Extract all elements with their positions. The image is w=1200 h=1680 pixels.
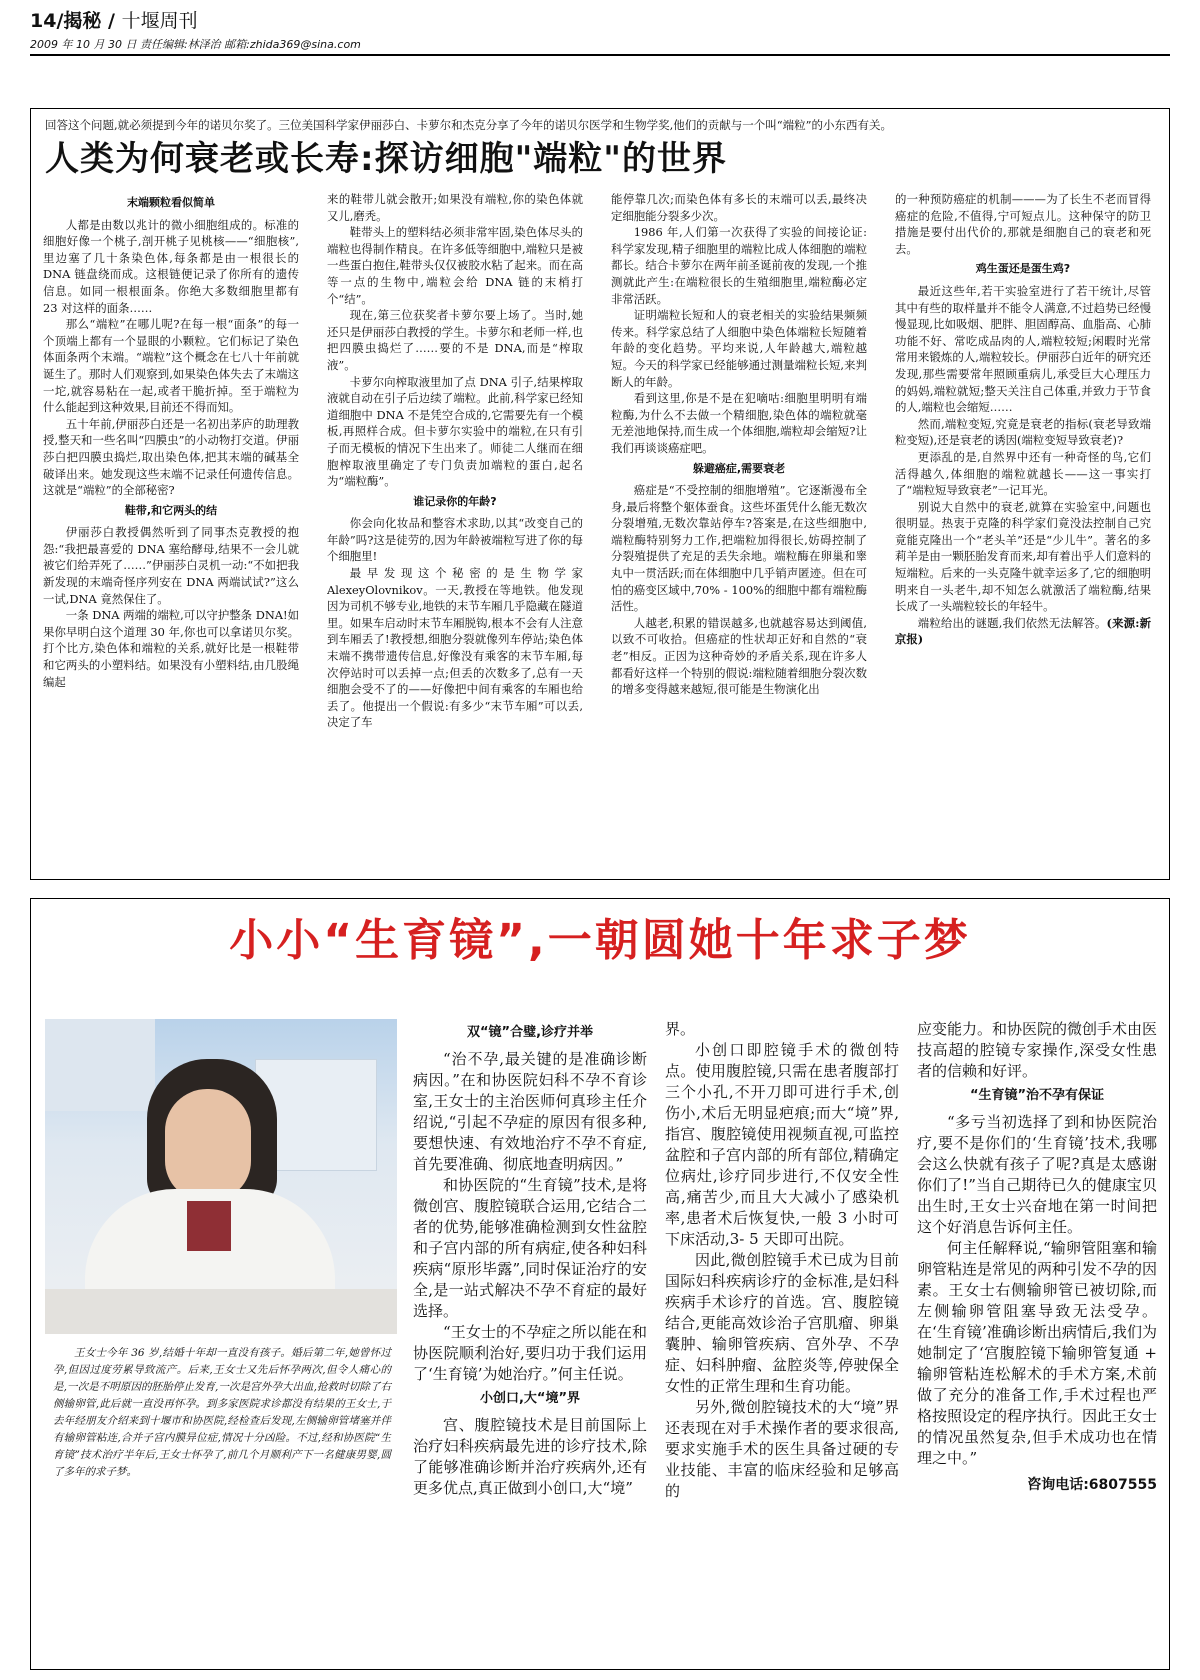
paragraph: 伊丽莎白教授偶然听到了同事杰克教授的抱怨:“我把最喜爱的 DNA 塞给酵母,结果不一会儿就被它们给弄死了……”伊丽莎白灵机一动:“不如把我新发现的末端奇怪序列安在 DNA 两端试试?”这么一试,DNA 竟然保住了。 [43, 525, 299, 606]
publication-name: 十堰周刊 [121, 10, 198, 32]
paragraph: 癌症是“不受控制的细胞增殖”。它逐渐漫布全身,最后将整个躯体蚕食。这些坏蛋凭什么能无数次分裂增殖,无数次靠站停车?答案是,在这些细胞中,端粒酶特别努力工作,把端粒加得很长,妨碍控制了分裂殖提供了充足的丢失余地。端粒酶在卵巢和睾丸中一贯活跃;而在体细胞中几乎销声匿迹。但在可怕的癌变区域中,70% - 100%的细胞中都有端粒酶活性。 [611, 483, 867, 614]
closing-text: 端粒给出的谜题,我们依然无法解答。 [917, 615, 1107, 630]
column-3 [611, 191, 867, 876]
paragraph: 另外,微创腔镜技术的大“境”界还表现在对手术操作者的要求很高,要求实施手术的医生具备过硬的专业技能、丰富的临床经验和足够高的 [665, 1398, 899, 1500]
paragraph: 鞋带头上的塑料结必须非常牢固,染色体尽头的端粒也得制作精良。在许多低等细胞中,端粒只是被一些蛋白抱住,鞋带头仅仅被胶水粘了起来。而在高等一点的生物中,端粒会给 DNA 链的末梢打个“结”。 [327, 225, 583, 306]
paragraph: “王女士的不孕症之所以能在和协医院顺利治好,要归功于我们运用了‘生育镜’为她治疗。”何主任说。 [413, 1323, 647, 1383]
masthead [30, 6, 1170, 54]
masthead-rule [30, 54, 1170, 56]
article-headline: 人类为何衰老或长寿:探访细胞"端粒"的世界 [45, 139, 728, 179]
consult-phone: 咨询电话:6807555 [1027, 1477, 1157, 1493]
paragraph: 更添乱的是,自然界中还有一种奇怪的鸟,它们活得越久,体细胞的端粒就越长——这一事实打了“端粒短导致衰老”一记耳光。 [895, 449, 1151, 498]
caption-text: 王女士今年 36 岁,结婚十年却一直没有孩子。婚后第二年,她曾怀过孕,但因过度劳累导致流产。后来,王女士又先后怀孕两次,但令人痛心的是,一次是不明原因的胚胎停止发育,一次是宫外孕大出血,抢救时切除了右侧输卵管,此后就一直没再怀孕。到多家医院求诊都没有结果的王女士,于去年经朋友介绍来到十堰市和协医院,经检查后发现,左侧输卵管堵塞并伴有输卵管粘连,合并子宫内膜异位症,情况十分凶险。不过,经和协医院“生育镜”技术治疗半年后,王女士怀孕了,前几个月顺利产下一名健康男婴,圆了多年的求子梦。 [53, 1347, 391, 1478]
paragraph: 界。 [665, 1020, 696, 1038]
page-number: 14/ [30, 10, 64, 32]
column-a [413, 1019, 647, 1667]
paragraph: 现在,第三位获奖者卡萝尔要上场了。当时,她还只是伊丽莎白教授的学生。卡萝尔和老师一样,也把四膜虫捣烂了……要的不是 DNA,而是“榨取液”。 [327, 308, 583, 372]
photo-subject-collar [187, 1201, 231, 1251]
subheading: 双“镜”合璧,诊疗并举 [466, 1025, 594, 1040]
masthead-separator: / [101, 10, 122, 32]
photo-subject-face [165, 1089, 251, 1201]
paragraph: “治不孕,最关键的是准确诊断病因。”在和协医院妇科不孕不育诊室,王女士的主治医师何真珍主任介绍说,“引起不孕症的原因有很多种,要想快速、有效地治疗不孕不育症,首先要准确、彻底地查明病因。” [413, 1050, 647, 1173]
column-2 [327, 191, 583, 876]
subheading: 鞋带,和它两头的结 [124, 503, 218, 517]
article-source: (来源:新京报) [895, 615, 1151, 647]
subheading: 鸡生蛋还是蛋生鸡? [975, 262, 1071, 276]
paragraph: 然而,端粒变短,究竟是衰老的指标(衰老导致端粒变短),还是衰老的诱因(端粒变短导致衰老)? [895, 416, 1151, 448]
paragraph: 的一种预防癌症的机制———为了长生不老而冒得癌症的危险,不值得,宁可短点儿。这种保守的防卫措施是要付出代价的,那就是细胞自己的衰老和死去。 [895, 192, 1151, 256]
paragraph: 宫、腹腔镜技术是目前国际上治疗妇科疾病最先进的诊疗技术,除了能够准确诊断并治疗疾病外,还有更多优点,真正做到小创口,大“境” [413, 1416, 647, 1497]
section-name: 揭秘 [63, 10, 102, 32]
column-b [665, 1019, 899, 1667]
paragraph: 和协医院的“生育镜”技术,是将微创宫、腹腔镜联合运用,它结合二者的优势,能够准确检测到女性盆腔和子宫内部的所有病症,使各种妇科疾病“原形毕露”,同时保证治疗的安全,是一站式解决不孕不育症的最好选择。 [413, 1176, 647, 1320]
article-fertility [30, 898, 1170, 1670]
paragraph: 人越老,积累的错误越多,也就越容易达到阈值,以致不可收拾。但癌症的性状却正好和自然的“衰老”相反。正因为这种奇妙的矛盾关系,现在许多人都看好这样一个特别的假说:端粒随着细胞分裂次数的增多变得越来越短,很可能是生物演化出 [611, 615, 867, 697]
paragraph: 因此,微创腔镜手术已成为目前国际妇科疾病诊疗的金标准,是妇科疾病手术诊疗的首选。宫、腹腔镜结合,更能高效诊治子宫肌瘤、卵巢囊肿、输卵管疾病、宫外孕、不孕症、妇科肿瘤、盆腔炎等,停驶保全女性的正常生理和生育功能。 [665, 1251, 899, 1395]
paragraph: “多亏当初选择了到和协医院治疗,要不是你们的‘生育镜’技术,我哪会这么快就有孩子了呢?真是太感谢你们了!”当自己期待已久的健康宝贝出生时,王女士兴奋地在第一时间把这个好消息告诉何主任。 [917, 1113, 1157, 1236]
article-body [43, 191, 1159, 876]
article-telomere [30, 108, 1170, 880]
paragraph: 那么“端粒”在哪儿呢?在每一根“面条”的每一个顶端上都有一个显眼的小颗粒。它们标记了染色体面条两个末端。“端粒”这个概念在七八十年前就诞生了。那时人们观察到,如果染色体失去了末端这一坨,就容易粘在一起,或者干脆折掉。至于端粒为什么能起到这种效果,目前还不得而知。 [43, 317, 299, 415]
subheading: 谁记录你的年龄? [413, 494, 497, 508]
article-intro: 回答这个问题,就必须提到今年的诺贝尔奖了。三位美国科学家伊丽莎白、卡萝尔和杰克分享了今年的诺贝尔医学和生物学奖,他们的贡献与一个叫“端粒”的小东西有关。 [45, 118, 893, 132]
paragraph: 证明端粒长短和人的衰老相关的实验结果频频传来。科学家总结了人细胞中染色体端粒长短随着年龄的变化趋势。平均来说,人年龄越大,端粒越短。今天的科学家已经能够通过测量端粒长短,来判断人的年龄。 [611, 308, 867, 389]
photo-background-poster [45, 1019, 155, 1111]
paragraph: 别说大自然中的衰老,就算在实验室中,问题也很明显。热衷于克隆的科学家们竟没法控制自己究竟能克隆出一个“老头羊”还是“少儿牛”。著名的多莉羊是由一颗胚胎发育而来,却有着出乎人们意料的短端粒。后来的一头克隆牛就幸运多了,它的细胞明明来自一头老牛,却不知怎么就激活了端粒酶,结果长成了一头端粒较长的年轻牛。 [895, 499, 1151, 614]
paragraph: 卡萝尔向榨取液里加了点 DNA 引子,结果榨取液就自动在引子后边续了端粒。此前,科学家已经知道细胞中 DNA 不是凭空合成的,它需要先有一个模板,再照样合成。但卡萝尔实验中的端粒,在只有引子而无模板的情况下生出来了。师徒二人继而在细胞榨取液里确定了专门负责加端粒的蛋白,起名为“端粒酶”。 [327, 374, 583, 489]
photo-desk [45, 1289, 397, 1334]
photo-caption [53, 1345, 391, 1481]
paragraph: 来的鞋带儿就会散开;如果没有端粒,你的染色体就又儿,磨秃。 [327, 192, 583, 223]
article-headline: 小小“生育镜”,一朝圆她十年求子梦 [229, 915, 971, 966]
paragraph: 何主任解释说,“输卵管阻塞和输卵管粘连是常见的两种引发不孕的因素。王女士右侧输卵管已被切除,而左侧输卵管阻塞导致无法受孕。在‘生育镜’准确诊断出病情后,我们为她制定了‘宫腹腔镜下输卵管复通 + 输卵管粘连松解术的手术方案,术前做了充分的准备工作,手术过程也严格按照设定的程序执行。因此王女士的情况虽然复杂,但手术成功也在情理之中。” [917, 1239, 1157, 1467]
paragraph: 最近这些年,若干实验室进行了若干统计,尽管其中有些的取样量并不能令人满意,不过趋势已经慢慢显现,比如吸烟、肥胖、胆固醇高、血脂高、心肺功能不好、常吃成品肉的人,端粒较短;闲暇时光常常用来锻炼的人,端粒较长。伊丽莎白近年的研究还发现,那些需要常年照顾重病儿,承受巨大心理压力的妈妈,端粒就短;整天关注自己体重,并致力于节食的人,端粒也会缩短…… [895, 283, 1151, 415]
masthead-info: 2009 年 10 月 30 日 责任编辑:林泽治 邮箱:zhida369@sina.com [30, 38, 361, 51]
paragraph: 五十年前,伊丽莎白还是一名初出茅庐的助理教授,整天和一些名叫“四膜虫”的小动物打交道。伊丽莎白把四膜虫捣烂,取出染色体,把其末端的碱基全破译出来。她发现这些末端不记录任何遗传信息。这就是“端粒”的全部秘密? [43, 416, 299, 498]
doctor-photo [45, 1019, 397, 1334]
paragraph: 最早发现这个秘密的是生物学家 AlexeyOlovnikov。一天,教授在等地铁。他发现因为司机不够专业,地铁的末节车厢几乎隐藏在隧道里。如果车启动时末节车厢脱钩,根本不会有人注意到车厢丢了!教授想,细胞分裂就像列车停站;染色体末端不携带遗传信息,好像没有乘客的末节车厢,每次停站时可以丢掉一点;但丢的次数多了,总有一天细胞会受不了的——好像把中间有乘客的车厢也给丢了。他提出一个假说:有多少“末节车厢”可以丢,决定了车 [327, 566, 583, 730]
paragraph [895, 615, 1151, 648]
column-4 [895, 191, 1151, 876]
masthead-title [30, 6, 1170, 33]
paragraph: 你会向化妆品和整容术求助,以其“改变自己的年龄”吗?这是徒劳的,因为年龄被端粒写进了你的每个细胞里! [327, 516, 583, 564]
subheading: “生育镜”治不孕有保证 [969, 1088, 1105, 1103]
paragraph: 小创口即腔镜手术的微创特点。使用腹腔镜,只需在患者腹部打三个小孔,不开刀即可进行手术,创伤小,术后无明显疤痕;而大“境”界,指宫、腹腔镜使用视频直视,可监控盆腔和子宫内部的所有部位,精确定位病灶,诊疗同步进行,不仅安全性高,痛苦少,而且大大减小了感染机率,患者术后恢复快,一般 3 小时可下床活动,3- 5 天即可出院。 [665, 1041, 899, 1248]
paragraph: 能停靠几次;而染色体有多长的末端可以丢,最终决定细胞能分裂多少次。 [611, 192, 867, 223]
paragraph: 一条 DNA 两端的端粒,可以守护整条 DNA!如果你早明白这个道理 30 年,你也可以拿诺贝尔奖。打个比方,染色体和端粒的关系,就好比是一根鞋带和它两头的小塑料结。如果没有小塑料结,由几股绳编起 [43, 608, 299, 689]
subheading: 小创口,大“境”界 [479, 1391, 581, 1406]
paragraph: 1986 年,人们第一次获得了实验的间接论证:科学家发现,精子细胞里的端粒比成人体细胞的端粒都长。结合卡萝尔在两年前圣诞前夜的发现,一个推测就此产生:在端粒很长的生殖细胞里,端粒酶必定非常活跃。 [611, 225, 867, 306]
paragraph: 看到这里,你是不是在犯嘀咕:细胞里明明有端粒酶,为什么不去做一个精细胞,染色体的端粒就毫无差池地保持,而生成一个体细胞,端粒却会缩短?让我们再谈谈癌症吧。 [611, 391, 867, 455]
paragraph: 应变能力。和协医院的微创手术由医技高超的腔镜专家操作,深受女性患者的信赖和好评。 [917, 1020, 1157, 1080]
column-c [917, 1019, 1157, 1667]
subheading: 躲避癌症,需要衰老 [692, 461, 786, 475]
subheading: 末端颗粒看似简单 [127, 196, 215, 209]
article-body [413, 1019, 1159, 1667]
paragraph: 人都是由数以兆计的微小细胞组成的。标准的细胞好像一个桃子,剖开桃子见桃核——“细胞核”,里边塞了几十条染色体,每条都是由一根很长的 DNA 链盘绕而成。这根链便记录了你所有的遗传信息。如同一根根面条。你绝大多数细胞里都有 23 对这样的面条…… [43, 217, 299, 315]
column-1 [43, 191, 299, 876]
